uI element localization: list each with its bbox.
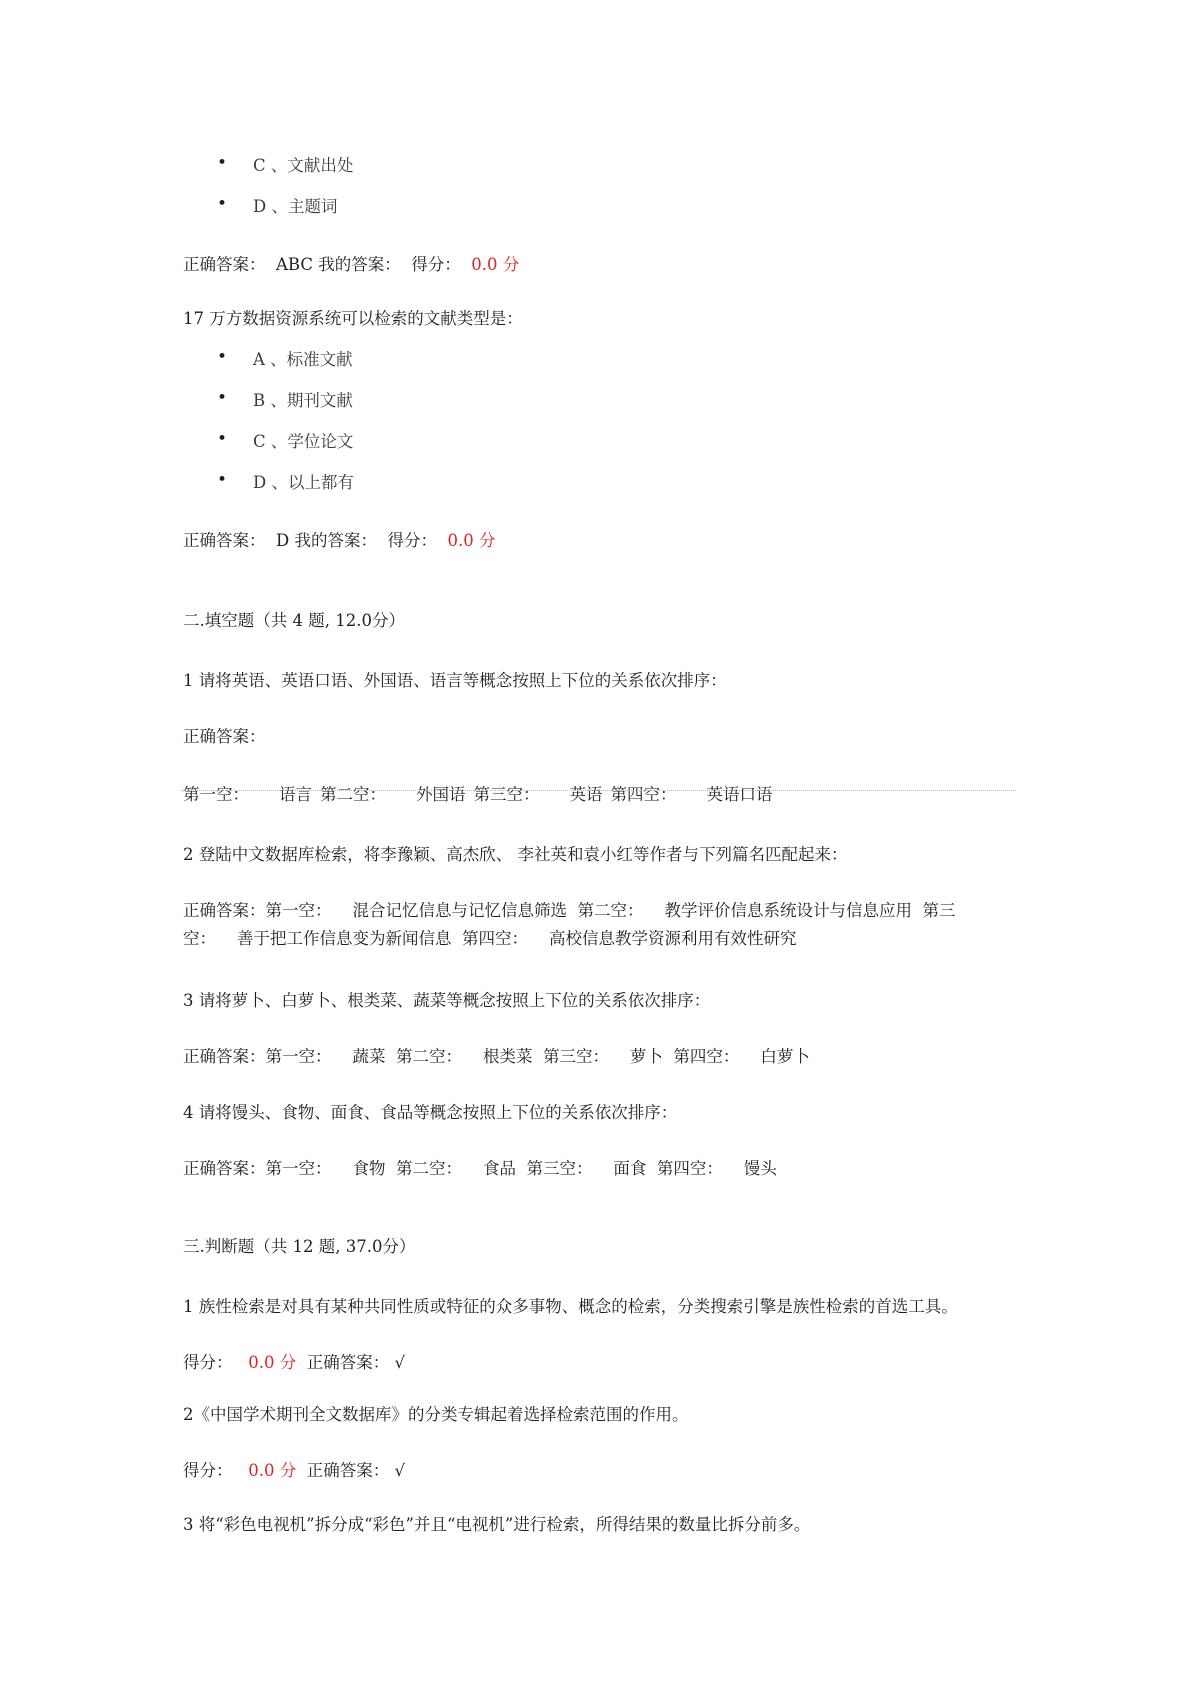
blank-label: 第四空： (610, 785, 677, 804)
blank-label: 第二空： (320, 785, 386, 804)
my-answer-label: 我的答案： (294, 531, 377, 550)
score-value: 0.0 分 (248, 1353, 297, 1372)
blank-label: 第三空： (473, 785, 540, 804)
correct-answer-label: 正确答案： (183, 531, 266, 550)
option-c: C 、文献出处 (253, 156, 354, 175)
option-c: C 、学位论文 (253, 432, 354, 451)
bullet: • (217, 388, 228, 408)
bullet: • (217, 153, 228, 173)
correct-answer-label: 正确答案： (183, 255, 266, 274)
blank-label: 第一空： (183, 785, 249, 804)
blank-value: 外国语 (416, 785, 466, 804)
score-label: 得分： (183, 1461, 233, 1480)
judge-q1-question: 1 族性检索是对具有某种共同性质或特征的众多事物、概念的检索，分类搜索引擎是族性检索的首选工具。 (183, 1297, 958, 1316)
fill-q2-answer-line2: 空： 善于把工作信息变为新闻信息 第四空： 高校信息教学资源利用有效性研究 (183, 929, 797, 948)
option-d: D 、主题词 (253, 197, 338, 216)
bullet: • (217, 194, 228, 214)
section-heading-fill: 二.填空题（共 4 题, 12.0分） (183, 611, 405, 630)
correct-answer: 正确答案： √ (306, 1461, 406, 1480)
bullet: • (217, 470, 228, 490)
blank-value: 英语口语 (706, 785, 773, 804)
fill-q4-question: 4 请将馒头、食物、面食、食品等概念按照上下位的关系依次排序： (183, 1103, 678, 1122)
score-value: 0.0 分 (248, 1461, 297, 1480)
fill-q1-question: 1 请将英语、英语口语、外国语、语言等概念按照上下位的关系依次排序： (183, 671, 727, 690)
fill-q1-answers (183, 784, 773, 806)
score-label: 得分： (411, 255, 461, 274)
correct-answer: 正确答案： √ (306, 1353, 406, 1372)
fill-q1-answer-label: 正确答案： (183, 727, 266, 746)
correct-answer-value: ABC (276, 255, 313, 274)
option-b: B 、期刊文献 (253, 391, 353, 410)
fill-q3-question: 3 请将萝卜、白萝卜、根类菜、蔬菜等概念按照上下位的关系依次排序： (183, 991, 711, 1010)
bullet: • (217, 429, 228, 449)
score-value: 0.0 分 (471, 255, 520, 274)
blank-value: 语言 (279, 785, 312, 804)
correct-answer-value: D (276, 531, 290, 550)
fill-q4-answer: 正确答案：第一空： 食物 第二空： 食品 第三空： 面食 第四空： 馒头 (183, 1159, 777, 1178)
fill-q2-answer-line1: 正确答案：第一空： 混合记忆信息与记忆信息筛选 第二空： 教学评价信息系统设计与信息应用 第三 (183, 901, 956, 920)
option-d: D 、以上都有 (253, 473, 354, 492)
my-answer-label: 我的答案： (318, 255, 401, 274)
section-heading-judge: 三.判断题（共 12 题, 37.0分） (183, 1237, 416, 1256)
blank-value: 英语 (569, 785, 603, 804)
option-a: A 、标准文献 (253, 350, 353, 369)
divider (181, 790, 1016, 791)
judge-q2-result (183, 1460, 405, 1482)
judge-q1-result (183, 1352, 405, 1374)
q17-answer-line (183, 530, 495, 552)
q17-question: 17 万方数据资源系统可以检索的文献类型是： (183, 309, 523, 328)
judge-q2-question: 2《中国学术期刊全文数据库》的分类专辑起着选择检索范围的作用。 (183, 1405, 689, 1424)
score-label: 得分： (387, 531, 437, 550)
score-value: 0.0 分 (447, 531, 496, 550)
fill-q3-answer: 正确答案：第一空： 蔬菜 第二空： 根类菜 第三空： 萝卜 第四空： 白萝卜 (183, 1047, 810, 1066)
judge-q3-question: 3 将“彩色电视机”拆分成“彩色”并且“电视机”进行检索，所得结果的数量比拆分前多。 (183, 1515, 811, 1534)
bullet: • (217, 347, 228, 367)
q16-answer-line (183, 254, 519, 276)
fill-q2-question: 2 登陆中文数据库检索，将李豫颖、高杰欣、 李社英和袁小红等作者与下列篇名匹配起来： (183, 845, 848, 864)
score-label: 得分： (183, 1353, 233, 1372)
